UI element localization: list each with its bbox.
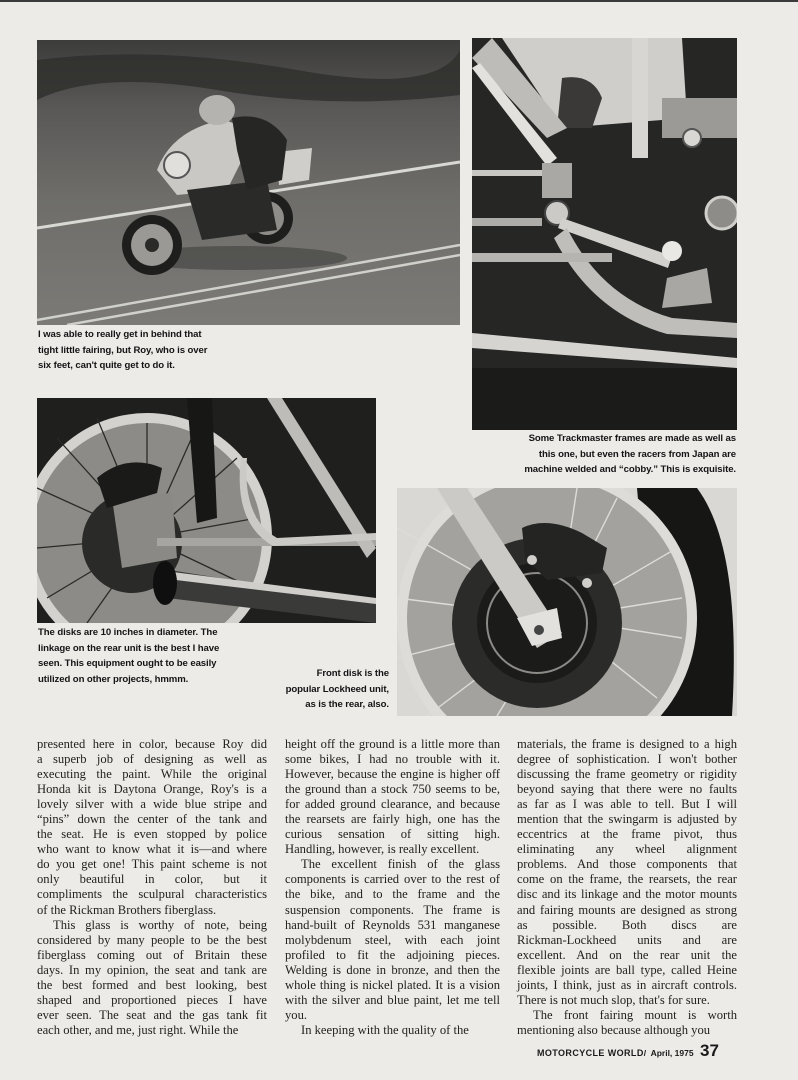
body-text-line: components is carried over to the rest of — [285, 872, 500, 887]
body-text-line: suspension components. The frame is — [285, 902, 500, 917]
body-text-line: compliments the sculpural characteristics — [37, 887, 267, 902]
body-text-line: problems. And those components that — [517, 857, 737, 872]
rider-on-road-photo — [37, 40, 460, 325]
issue-date: April, 1975 — [650, 1048, 694, 1058]
rear-disk-photo — [37, 398, 376, 623]
body-text-line: Welding is done in bronze, and then the — [285, 962, 500, 977]
rider-photo-caption — [38, 327, 207, 374]
body-text-line: come on the frame, the rearsets, the rear — [517, 872, 737, 887]
body-text-line: considered by many people to be the best — [37, 932, 267, 947]
body-text-line: Handling, however, is really excellent. — [285, 842, 480, 857]
body-text-line: There is not much slop, that's for sure. — [517, 992, 710, 1007]
caption-line: Some Trackmaster frames are made as well as — [528, 433, 736, 444]
body-text-line: In keeping with the quality of the — [301, 1022, 469, 1037]
body-column-2 — [285, 737, 500, 1038]
caption-line: six feet, can't quite get to do it. — [38, 360, 175, 371]
body-text-line: mentioning also because although you — [517, 1022, 711, 1037]
page-top-edge — [0, 0, 798, 2]
body-text-line: This glass is worthy of note, being — [53, 917, 267, 932]
caption-line: popular Lockheed unit, — [285, 683, 389, 695]
body-text-line: the ground than a stock 750 seems to be, — [285, 782, 500, 797]
body-text-line: shaped and proportioned pieces I have — [37, 992, 267, 1007]
body-text-line: do you get one! This paint scheme is not — [37, 857, 267, 872]
body-text-line: profiled to fit the adjoining pieces. — [285, 947, 500, 962]
body-text-line: presented here in color, because Roy did — [37, 737, 267, 751]
front-disk-caption — [286, 666, 389, 713]
caption-line: linkage on the rear unit is the best I have — [38, 642, 220, 654]
body-text-line: flexible joints are ball type, called Heine — [517, 962, 737, 977]
caption-line: utilized on other projects, hmmm. — [38, 673, 189, 685]
body-text-line: who want to know what it is—and where — [37, 842, 267, 857]
frame-photo-caption — [524, 431, 736, 478]
caption-line: I was able to really get in behind that — [38, 329, 202, 340]
body-text-line: However, because the engine is higher off — [285, 767, 500, 782]
body-text-line: lovely silver with a wide blue stripe and — [37, 797, 267, 812]
body-text-line: Rickman-Lockheed units and are — [517, 932, 737, 947]
body-text-line: the best formed and best looking, best — [37, 977, 267, 992]
body-text-line: disc and its linkage and the motor mounts — [517, 887, 737, 902]
body-text-line: each other, and me, just right. While the — [37, 1022, 239, 1037]
caption-line: tight little fairing, but Roy, who is over — [38, 344, 208, 356]
rider-on-road-image — [37, 40, 460, 325]
body-text-line: The front fairing mount is worth — [533, 1007, 737, 1022]
body-column-1 — [37, 737, 267, 1038]
body-text-line: whole thing is nickel plated. It is a vision — [285, 977, 500, 992]
body-text-line: mention that the swingarm is adjusted by — [517, 812, 737, 827]
rear-disk-caption — [38, 625, 219, 687]
body-text-line: curious sensation of sitting high. — [285, 827, 500, 842]
body-text-line: as possible. Both discs are — [517, 917, 737, 932]
body-text-line: the rearsets are fairly high, one has the — [285, 812, 500, 827]
rear-disk-image — [37, 398, 376, 623]
page-footer — [537, 1041, 719, 1061]
body-text-line: for added ground clearance, and because — [285, 797, 500, 812]
body-text-line: the seat. He is even stopped by police — [37, 827, 267, 842]
front-disk-image — [397, 488, 737, 716]
frame-detail-image — [472, 38, 737, 430]
body-text-line: ever seen. The seat and the gas tank fit — [37, 1007, 267, 1022]
body-text-line: fiberglass coming out of Britain these — [37, 947, 267, 962]
caption-line: as is the rear, also. — [305, 699, 389, 710]
body-text-line: degree of sophistication. I won't bother — [517, 752, 737, 767]
body-text-line: height off the ground is a little more than — [285, 737, 500, 751]
body-text-line: beyond saying that there were no faults — [517, 782, 737, 797]
body-text-line: as far as I was able to tell. But I will — [517, 797, 737, 812]
body-text-line: Honda kit is Daytona Orange, Roy's is a — [37, 782, 267, 797]
body-text-line: discussing the frame geometry or rigidity — [517, 767, 737, 782]
caption-line: this one, but even the racers from Japan are — [538, 448, 736, 460]
caption-line: Front disk is the — [316, 668, 389, 679]
body-text-line: “pins” down the center of the tank and — [37, 812, 267, 827]
footer-separator: / — [643, 1048, 647, 1058]
body-text-line: you. — [285, 1007, 308, 1022]
body-text-line: the bike, and to the frame and the — [285, 887, 500, 902]
body-text-line: some bikes, I had no trouble with it. — [285, 752, 500, 767]
body-column-3 — [517, 737, 737, 1038]
body-text-line: excellent. And on the rear unit the — [517, 947, 737, 962]
body-text-line: of the Rickman Brothers fiberglass. — [37, 902, 217, 917]
body-text-line: and fairing mounts are designed as strong — [517, 902, 737, 917]
frame-detail-photo — [472, 38, 737, 430]
body-text-line: a superb job of designing as well as — [37, 752, 267, 767]
body-text-line: materials, the frame is designed to a high — [517, 737, 737, 751]
body-text-line: with the silver and blue paint, let me tell — [285, 992, 500, 1007]
body-text-line: executing the paint. While the original — [37, 767, 267, 782]
page-number: 37 — [700, 1041, 719, 1060]
caption-line: seen. This equipment ought to be easily — [38, 658, 217, 669]
front-disk-photo — [397, 488, 737, 716]
caption-line: The disks are 10 inches in diameter. The — [38, 627, 218, 638]
body-text-line: joints, I think, just as in aircraft controls. — [517, 977, 737, 992]
body-text-line: eccentrics at the frame pivot, thus — [517, 827, 737, 842]
body-text-line: hand-built of Reynolds 531 manganese — [285, 917, 500, 932]
body-text-line: only beautiful in color, but it — [37, 872, 267, 887]
body-text-line: molybdenum steel, with each joint — [285, 932, 500, 947]
body-text-line: days. In my opinion, the seat and tank are — [37, 962, 267, 977]
body-text-line: eliminating any wheel alignment — [517, 842, 737, 857]
magazine-name: MOTORCYCLE WORLD — [537, 1048, 644, 1058]
caption-line: machine welded and “cobby.” This is exquisite. — [524, 464, 736, 475]
body-text-line: The excellent finish of the glass — [301, 857, 500, 872]
